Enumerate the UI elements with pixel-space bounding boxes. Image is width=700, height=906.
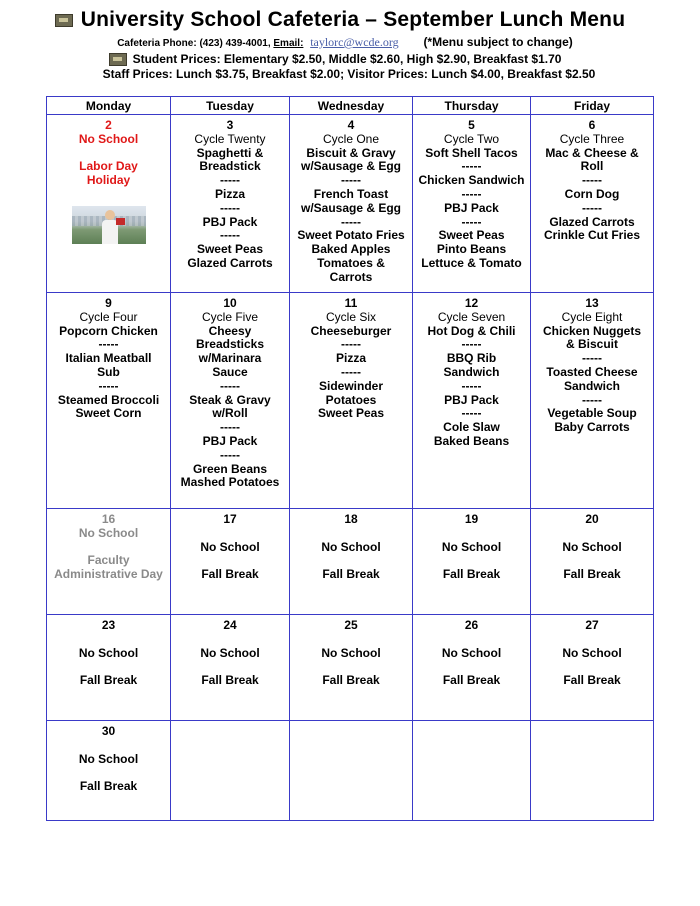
fall-break-label: Fall Break bbox=[322, 567, 380, 582]
cycle-label: Cycle Five bbox=[201, 309, 258, 324]
menu-separator: ----- bbox=[220, 378, 240, 393]
cycle-label: Cycle One bbox=[322, 131, 380, 146]
menu-item: Breadsticks bbox=[195, 337, 265, 352]
no-school-label: No School bbox=[78, 645, 139, 660]
event-label: Faculty bbox=[87, 553, 130, 568]
date-number: 4 bbox=[347, 118, 355, 132]
menu-item: & Biscuit bbox=[565, 337, 618, 352]
menu-item: Crinkle Cut Fries bbox=[543, 228, 641, 243]
menu-item: Carrots bbox=[329, 269, 373, 284]
week-row bbox=[47, 615, 654, 721]
empty-cell bbox=[171, 721, 290, 821]
menu-separator: ----- bbox=[341, 337, 361, 352]
cycle-label: Cycle Eight bbox=[561, 309, 623, 324]
page-header bbox=[0, 8, 700, 81]
menu-separator: ----- bbox=[98, 337, 119, 352]
menu-item: Baked Apples bbox=[311, 242, 391, 257]
menu-item: Popcorn Chicken bbox=[59, 323, 158, 338]
student-prices-row bbox=[0, 52, 700, 66]
menu-item: Chicken Sandwich bbox=[418, 173, 525, 188]
menu-item: Roll bbox=[580, 159, 604, 174]
menu-item: Potatoes bbox=[325, 392, 377, 407]
date-number: 2 bbox=[105, 118, 112, 132]
menu-separator: ----- bbox=[582, 173, 602, 188]
menu-item: PBJ Pack bbox=[444, 392, 499, 407]
day-cell bbox=[413, 615, 531, 721]
student-prices: Student Prices: Elementary $2.50, Middle $2.60, High $2.90, Breakfast $1.70 bbox=[132, 52, 562, 66]
day-cell bbox=[531, 509, 654, 615]
contact-row bbox=[0, 35, 700, 50]
phone-text: Cafeteria Phone: (423) 439-4001, bbox=[117, 38, 271, 49]
menu-item: Green Beans bbox=[192, 461, 268, 476]
menu-item: Steamed Broccoli bbox=[57, 392, 160, 407]
menu-separator: ----- bbox=[341, 364, 361, 379]
menu-item: Pizza bbox=[214, 186, 245, 201]
email-label: Email: bbox=[273, 38, 304, 49]
cycle-label: Cycle Two bbox=[443, 131, 500, 146]
cycle-label: Cycle Six bbox=[325, 309, 376, 324]
cycle-label: Cycle Four bbox=[79, 309, 138, 324]
menu-item: Baby Carrots bbox=[554, 420, 630, 435]
menu-item: w/Sausage & Egg bbox=[300, 200, 402, 215]
day-cell bbox=[413, 509, 531, 615]
no-school-label: No School bbox=[200, 539, 260, 554]
menu-separator: ----- bbox=[461, 186, 482, 201]
menu-item: Tomatoes & bbox=[317, 255, 385, 270]
date-number: 23 bbox=[101, 618, 116, 632]
cycle-label: Cycle Twenty bbox=[194, 131, 266, 146]
date-number: 9 bbox=[105, 296, 112, 310]
menu-separator: ----- bbox=[461, 337, 482, 352]
date-number: 5 bbox=[468, 118, 475, 132]
fall-break-label: Fall Break bbox=[563, 673, 621, 688]
menu-item: Baked Beans bbox=[433, 433, 510, 448]
holiday-label: Labor Day bbox=[79, 159, 138, 174]
fall-break-label: Fall Break bbox=[201, 673, 259, 688]
menu-item: Vegetable Soup bbox=[547, 406, 637, 421]
date-number: 10 bbox=[223, 296, 237, 310]
menu-item: Pinto Beans bbox=[436, 242, 507, 257]
day-cell bbox=[47, 615, 171, 721]
date-number: 17 bbox=[223, 512, 237, 526]
menu-separator: ----- bbox=[220, 420, 240, 435]
fall-break-label: Fall Break bbox=[79, 673, 138, 688]
menu-item: w/Sausage & Egg bbox=[300, 159, 402, 174]
day-cell bbox=[47, 115, 171, 293]
no-school-label: No School bbox=[441, 539, 502, 554]
menu-item: Cheeseburger bbox=[310, 323, 392, 338]
fall-break-label: Fall Break bbox=[442, 567, 501, 582]
menu-item: Cheesy bbox=[208, 323, 252, 338]
menu-item: Toasted Cheese bbox=[546, 364, 638, 379]
fall-break-label: Fall Break bbox=[563, 567, 621, 582]
day-cell bbox=[47, 509, 171, 615]
menu-item: Chicken Nuggets bbox=[542, 323, 641, 338]
day-header: Monday bbox=[47, 97, 171, 115]
day-header: Tuesday bbox=[171, 97, 290, 115]
title-row bbox=[0, 8, 700, 32]
menu-item: Sweet Peas bbox=[317, 406, 385, 421]
empty-cell bbox=[413, 721, 531, 821]
menu-item: Lettuce & Tomato bbox=[421, 255, 522, 270]
menu-item: Soft Shell Tacos bbox=[425, 145, 518, 160]
week-row bbox=[47, 721, 654, 821]
staff-prices-row bbox=[0, 67, 700, 81]
fall-break-label: Fall Break bbox=[442, 673, 501, 688]
fall-break-label: Fall Break bbox=[201, 567, 259, 582]
menu-item: French Toast bbox=[313, 186, 389, 201]
menu-item: w/Marinara bbox=[198, 351, 262, 366]
menu-item: PBJ Pack bbox=[202, 433, 258, 448]
empty-cell bbox=[531, 721, 654, 821]
day-cell bbox=[413, 115, 531, 293]
email-link[interactable]: taylorc@wcde.org bbox=[310, 35, 399, 49]
day-cell bbox=[47, 293, 171, 509]
menu-item: Biscuit & Gravy bbox=[306, 145, 396, 160]
menu-item: Mac & Cheese & bbox=[545, 145, 639, 160]
menu-item: Sandwich bbox=[443, 364, 500, 379]
day-cell bbox=[290, 615, 413, 721]
no-school-label: No School bbox=[321, 539, 381, 554]
menu-item: PBJ Pack bbox=[444, 200, 499, 215]
week-row bbox=[47, 293, 654, 509]
menu-separator: ----- bbox=[220, 228, 240, 243]
menu-item: Steak & Gravy bbox=[189, 392, 271, 407]
empty-cell bbox=[290, 721, 413, 821]
menu-item: BBQ Rib bbox=[446, 351, 497, 366]
menu-item: Breadstick bbox=[199, 159, 261, 174]
menu-separator: ----- bbox=[341, 173, 361, 188]
date-number: 12 bbox=[464, 296, 479, 310]
menu-separator: ----- bbox=[461, 159, 482, 174]
menu-item: Hot Dog & Chili bbox=[427, 323, 516, 338]
no-school-label: No School bbox=[321, 645, 381, 660]
no-school-label: No School bbox=[562, 539, 622, 554]
day-cell bbox=[171, 509, 290, 615]
date-number: 18 bbox=[344, 512, 358, 526]
menu-separator: ----- bbox=[220, 173, 240, 188]
week-row bbox=[47, 115, 654, 293]
menu-separator: ----- bbox=[461, 214, 482, 229]
date-number: 6 bbox=[588, 118, 596, 132]
menu-item: Glazed Carrots bbox=[549, 214, 635, 229]
day-cell bbox=[413, 293, 531, 509]
page-title: University School Cafeteria – September Lunch Menu bbox=[80, 8, 626, 31]
no-school-label: No School bbox=[200, 645, 260, 660]
day-cell bbox=[531, 293, 654, 509]
menu-item: Cole Slaw bbox=[443, 420, 500, 435]
no-school-label: No School bbox=[562, 645, 622, 660]
menu-item: Sidewinder bbox=[318, 378, 383, 393]
menu-separator: ----- bbox=[98, 378, 119, 393]
menu-item: Sub bbox=[97, 364, 120, 379]
day-header: Friday bbox=[531, 97, 654, 115]
menu-separator: ----- bbox=[220, 200, 240, 215]
menu-item: Italian Meatball bbox=[65, 351, 152, 366]
menu-separator: ----- bbox=[220, 447, 240, 462]
event-label: Administrative Day bbox=[54, 567, 163, 582]
lunch-menu-table bbox=[46, 96, 654, 821]
labor-day-photo bbox=[72, 206, 146, 244]
date-number: 16 bbox=[101, 512, 116, 526]
date-number: 13 bbox=[585, 296, 599, 310]
menu-item: w/Roll bbox=[212, 406, 248, 421]
school-logo-icon bbox=[109, 53, 127, 66]
fall-break-label: Fall Break bbox=[79, 779, 138, 794]
date-number: 25 bbox=[344, 618, 358, 632]
date-number: 30 bbox=[101, 724, 116, 738]
no-school-label: No School bbox=[441, 645, 502, 660]
menu-item: Mashed Potatoes bbox=[180, 475, 280, 490]
day-cell bbox=[290, 293, 413, 509]
date-number: 3 bbox=[226, 118, 234, 132]
menu-separator: ----- bbox=[582, 200, 602, 215]
day-cell bbox=[531, 615, 654, 721]
date-number: 20 bbox=[585, 512, 599, 526]
day-header: Wednesday bbox=[290, 97, 413, 115]
no-school-label: No School bbox=[78, 751, 139, 766]
menu-change-note: (*Menu subject to change) bbox=[423, 35, 573, 49]
school-logo-icon bbox=[55, 14, 73, 27]
menu-separator: ----- bbox=[461, 406, 482, 421]
day-header: Thursday bbox=[413, 97, 531, 115]
fall-break-label: Fall Break bbox=[322, 673, 380, 688]
menu-item: Sweet Potato Fries bbox=[297, 228, 405, 243]
menu-item: Sweet Corn bbox=[75, 406, 142, 421]
date-number: 19 bbox=[464, 512, 479, 526]
day-cell bbox=[531, 115, 654, 293]
day-cell bbox=[171, 115, 290, 293]
week-row bbox=[47, 509, 654, 615]
day-cell bbox=[171, 293, 290, 509]
menu-separator: ----- bbox=[461, 378, 482, 393]
menu-separator: ----- bbox=[582, 351, 602, 366]
date-number: 26 bbox=[464, 618, 479, 632]
no-school-label: No School bbox=[78, 525, 139, 540]
no-school-label: No School bbox=[78, 131, 139, 146]
menu-item: Sweet Peas bbox=[438, 228, 505, 243]
menu-item: PBJ Pack bbox=[202, 214, 258, 229]
day-cell bbox=[290, 509, 413, 615]
menu-item: Corn Dog bbox=[564, 186, 620, 201]
holiday-label: Holiday bbox=[86, 173, 131, 188]
menu-item: Glazed Carrots bbox=[187, 255, 273, 270]
staff-prices: Staff Prices: Lunch $3.75, Breakfast $2.00; Visitor Prices: Lunch $4.00, Breakfast $2.50 bbox=[102, 67, 596, 81]
day-cell bbox=[290, 115, 413, 293]
date-number: 11 bbox=[344, 296, 358, 310]
menu-separator: ----- bbox=[582, 392, 602, 407]
menu-item: Sauce bbox=[212, 364, 248, 379]
date-number: 24 bbox=[223, 618, 237, 632]
day-cell bbox=[171, 615, 290, 721]
day-cell bbox=[47, 721, 171, 821]
menu-separator: ----- bbox=[341, 214, 361, 229]
day-header-row bbox=[47, 97, 654, 115]
date-number: 27 bbox=[585, 618, 599, 632]
menu-item: Sweet Peas bbox=[196, 242, 264, 257]
menu-item: Sandwich bbox=[563, 378, 620, 393]
menu-item: Pizza bbox=[335, 351, 366, 366]
cycle-label: Cycle Seven bbox=[437, 309, 506, 324]
menu-item: Spaghetti & bbox=[196, 145, 264, 160]
cycle-label: Cycle Three bbox=[559, 131, 625, 146]
